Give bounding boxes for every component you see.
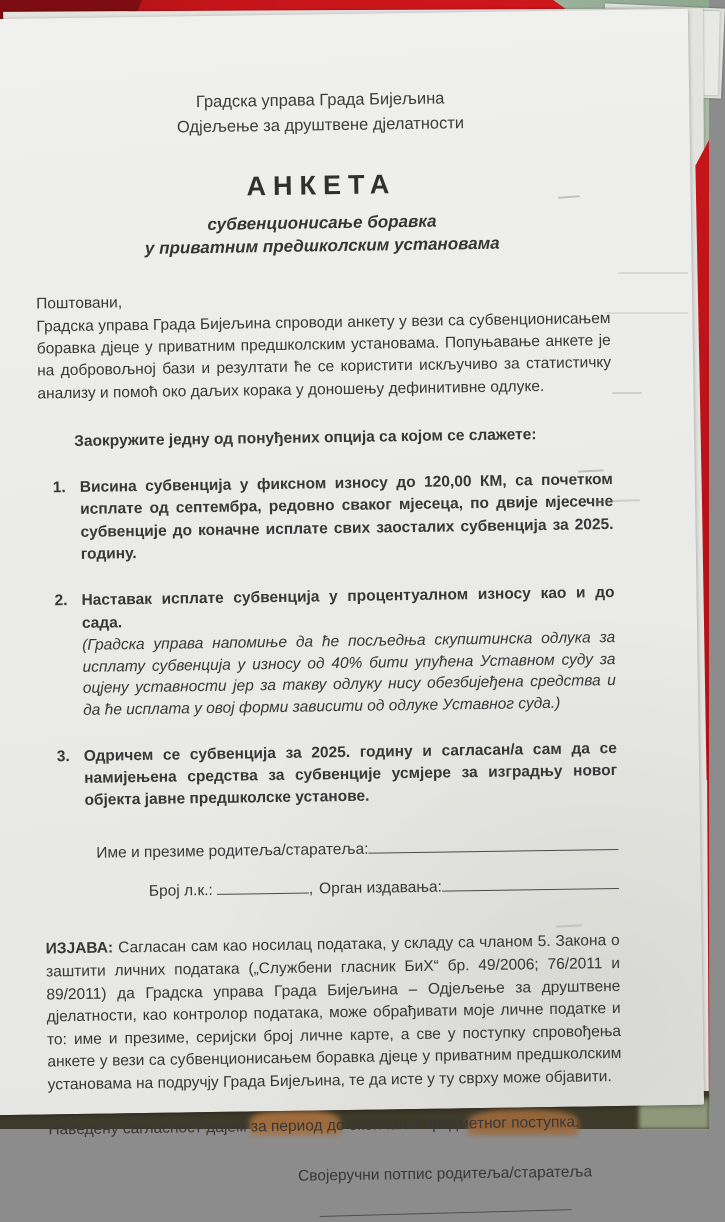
statement-label: ИЗЈАВА:: [45, 939, 114, 958]
name-field-row: [96, 835, 618, 865]
option-text: Висина субвенција у фиксном износу до 120,00 КМ, са почетком исплате од септембра, редовно сваког мјесеца, по двије мјесечне субвенције до коначне исплате свих заосталих субвенција за 2025. годину.: [79, 471, 614, 563]
subtitle-line2: у приватним предшколским установама: [144, 233, 500, 258]
id-number-blank-line: [217, 879, 309, 895]
signature-block: [295, 1161, 596, 1216]
option-number: 1.: [52, 479, 66, 497]
intro-paragraph: Градска управа Града Бијељина спроводи анкету у вези са субвенционисањем боравка дјеце у приватним предшколским установама. Попуњавање анкете је на добровољној бази и резултати ће се користити искључиво за статистичку анализу и помоћ око даљих корака у доношењу дефинитивне одлуке.: [36, 309, 612, 403]
salutation: Поштовани,: [36, 294, 123, 313]
option-text: Одричем се субвенција за 2025. годину и сагласан/а сам да се намијењена средства за субвенције усмјере за изградњу новог објекта јавне предшколске установе.: [83, 739, 618, 810]
option-item-1: [39, 469, 614, 567]
subtitle-line1: субвенционисање боравка: [207, 211, 437, 235]
copier-mark: [612, 392, 642, 394]
copier-mark: [618, 272, 688, 274]
statement-body: Сагласан сам као носилац података, у складу са чланом 5. Закона о заштити личних података („Службени гласник БиХ“ бр. 49/2006; 76/2011 и 89/2011) да Градска управа Града Бијељина – Одјељење за друштвене дјелатности, као контролор података, може обрађивати моје личне податке и то: име и презиме, серијски број личне карте, а све у поступку спровођења анкете у вези са субвенционисањем боравка дјеце у приватним предшколским установама на подручју Града Бијељина, те да исте у ту сврху може објавити.: [45, 932, 622, 1094]
option-item-3: [43, 738, 618, 813]
name-field-label: Име и презиме родитеља/старатеља:: [96, 840, 369, 862]
instruction-prompt: Заокружите једну од понуђених опција са којом се слажете:: [74, 425, 537, 450]
id-field-row: [149, 874, 619, 903]
option-text: Наставак исплате субвенција у процентуалном износу као и до сада.: [81, 584, 615, 632]
copier-mark: [604, 312, 688, 314]
org-name-line1: Градска управа Града Бијељина: [195, 89, 445, 112]
document-content: [0, 9, 706, 1221]
document-subtitle: [35, 208, 610, 261]
name-blank-line: [368, 835, 618, 854]
consent-period-line: Наведену сагласност дајем за период до окончања предметног поступка.: [48, 1113, 580, 1139]
option-note: (Градска управа напомиње да ће посљедња скупштинска одлука за исплату субвенција у износу од 40% бити упућена Уставном суду за оцјену уставности јер за такву одлуку нису обезбијеђена средства и да ће исплата у овој форми зависити од одлуке Уставног суда.): [82, 628, 616, 719]
issuing-authority-label: Орган издавања:: [318, 878, 442, 898]
signature-blank-line: [320, 1208, 572, 1217]
option-number: 3.: [56, 747, 70, 766]
statement-paragraph: [46, 930, 622, 1097]
option-number: 2.: [54, 592, 68, 610]
survey-document: [0, 9, 704, 1185]
document-title: АНКЕТА: [246, 168, 397, 201]
signature-label: Својеручни потпис родитеља/старатеља: [297, 1163, 593, 1185]
separator: ,: [308, 880, 314, 898]
issuing-authority-blank-line: [442, 874, 619, 892]
org-name-line2: Одјељење за друштвене дјелатности: [176, 113, 465, 137]
document-header: [33, 84, 608, 142]
id-number-label: Број л.к.:: [148, 881, 213, 900]
option-item-2: [40, 582, 616, 722]
